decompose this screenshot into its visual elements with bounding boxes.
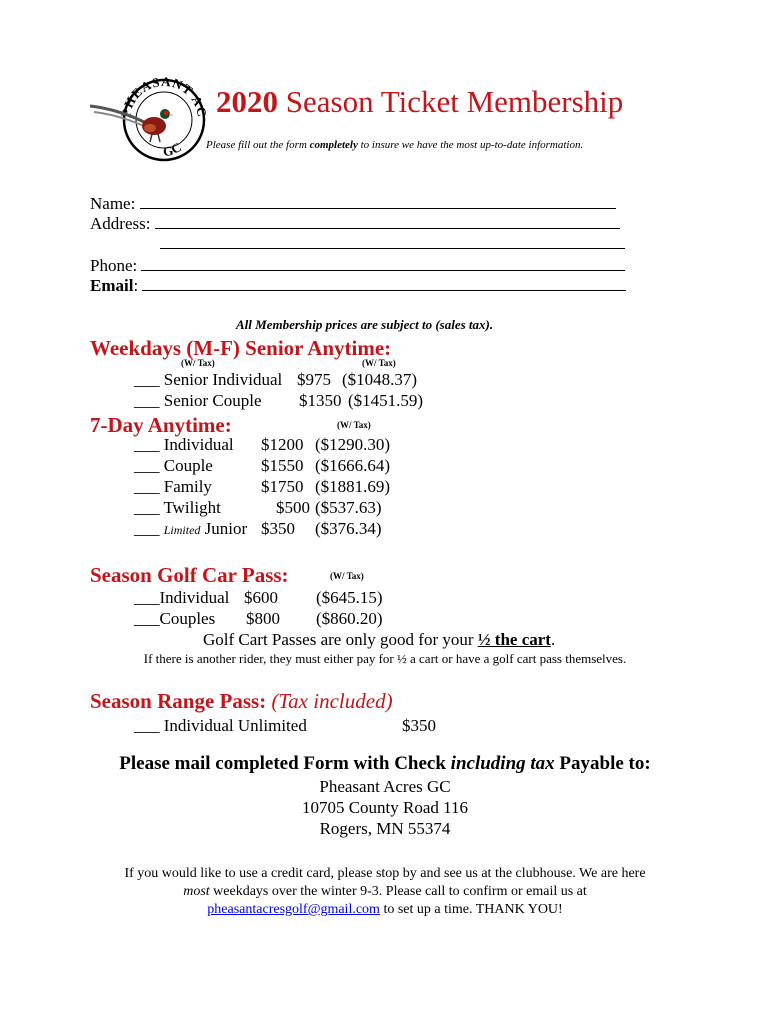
seven-day-item [134,498,221,518]
svg-text:PHEASANT ACRES [88,68,208,119]
intro-text [206,139,583,151]
address-field-2[interactable] [160,234,625,249]
price-notice: All Membership prices are subject to (sales tax). [236,317,494,332]
weekdays-tax-note-2: (W/ Tax) [362,358,396,368]
range-heading-row [90,689,393,714]
email-field[interactable] [142,276,626,291]
name-row [90,194,616,214]
seven-day-blank[interactable]: ___ [134,477,160,496]
weekdays-label: Senior Couple [163,391,262,410]
phone-label: Phone: [90,256,138,275]
weekdays-blank[interactable]: ___ [134,391,160,410]
range-item [134,716,307,736]
seven-day-with-tax: ($537.63) [315,498,382,517]
footer-line-3-rest: to set up a time. THANK YOU! [379,902,563,917]
mail-name: Pheasant Acres GC [319,777,451,796]
golf-car-price: $800 [246,609,280,628]
golf-car-blank[interactable]: ___ [134,588,160,607]
weekdays-blank[interactable]: ___ [134,370,160,389]
intro-post: to insure we have the most up-to-date information. [357,139,584,151]
intro-bold: completely [309,139,358,151]
golf-car-item [134,609,215,629]
seven-day-item [134,519,247,539]
name-field[interactable] [140,194,616,209]
mail-heading-pre: Please mail completed Form with Check [119,753,451,774]
seven-day-with-tax: ($376.34) [315,519,382,538]
contact-email-link[interactable]: pheasantacresgolf@gmail.com [207,902,380,917]
golf-car-note [203,630,555,650]
weekdays-item [134,370,282,390]
weekdays-price: $1350 [299,391,342,410]
seven-day-price: $1200 [261,435,304,454]
logo-text-bottom: GC [161,139,184,160]
seven-day-blank[interactable]: ___ [134,456,160,475]
golf-car-tax-note: (W/ Tax) [330,571,364,581]
intro-pre: Please fill out the form [206,139,310,151]
logo-graphic [88,68,208,168]
title-text: Season Ticket Membership [278,84,624,119]
seven-day-price: $500 [276,498,310,517]
seven-day-price: $1750 [261,477,304,496]
golf-car-with-tax: ($645.15) [316,588,383,607]
mail-city: Rogers, MN 55374 [319,819,451,838]
mail-heading [0,753,770,775]
golf-car-with-tax: ($860.20) [316,609,383,628]
golf-car-note-post: . [550,630,556,649]
seven-day-item [134,435,234,455]
weekdays-with-tax: ($1451.59) [348,391,424,410]
footer-line-2 [0,884,770,900]
footer-line-2-rest: weekdays over the winter 9-3. Please call to confirm or email us at [209,884,587,899]
seven-day-item [134,477,212,497]
seven-day-tax-note: (W/ Tax) [337,420,371,430]
weekdays-item [134,391,262,411]
seven-day-price: $350 [261,519,295,538]
footer-line-3 [0,902,770,918]
weekdays-price: $975 [297,370,331,389]
range-heading-note: (Tax included) [266,689,393,713]
weekdays-label: Senior Individual [163,370,283,389]
seven-day-label-prefix: Limited [163,523,201,537]
logo-text-top: PHEASANT A [117,73,207,119]
seven-day-with-tax: ($1666.64) [315,456,391,475]
weekdays-with-tax: ($1048.37) [342,370,418,389]
mail-heading-ital: including tax [450,753,555,774]
golf-car-heading: Season Golf Car Pass: [90,563,289,587]
seven-day-with-tax: ($1881.69) [315,477,391,496]
range-heading: Season Range Pass: [90,689,267,713]
seven-day-item [134,456,213,476]
email-row [90,276,626,296]
phone-field[interactable] [141,256,625,271]
seven-day-label: Family [163,477,212,496]
mail-heading-post: Payable to: [554,753,651,774]
seven-day-with-tax: ($1290.30) [315,435,391,454]
seven-day-blank[interactable]: ___ [134,498,160,517]
email-colon: : [133,276,139,295]
range-blank[interactable]: ___ [134,716,160,735]
title-year: 2020 [216,84,278,119]
seven-day-label: Junior [200,519,248,538]
seven-day-label: Twilight [163,498,221,517]
golf-car-label: Couples [159,609,216,628]
address-label: Address: [90,214,151,233]
seven-day-heading: 7-Day Anytime: [90,413,232,437]
address-field[interactable] [155,214,620,229]
golf-car-blank[interactable]: ___ [134,609,160,628]
phone-row [90,256,625,276]
club-logo [88,68,208,168]
golf-car-item [134,588,229,608]
golf-car-note-bold: ½ the cart [477,630,551,649]
footer-line-1: If you would like to use a credit card, please stop by and see us at the clubhouse. We are here [124,866,646,881]
range-price: $350 [402,716,436,735]
mail-street: 10705 County Road 116 [301,798,469,817]
seven-day-label: Individual [163,435,234,454]
seven-day-blank[interactable]: ___ [134,519,160,538]
address-row-2 [160,234,625,254]
weekdays-heading: Weekdays (M-F) Senior Anytime: [90,336,392,360]
golf-car-price: $600 [244,588,278,607]
address-row [90,214,620,234]
golf-car-rider-note: If there is another rider, they must either pay for ½ a cart or have a golf cart pass themselves. [143,651,627,666]
seven-day-price: $1550 [261,456,304,475]
footer-line-2-ital: most [183,884,210,899]
weekdays-tax-note-1: (W/ Tax) [181,358,215,368]
golf-car-label: Individual [159,588,230,607]
range-label: Individual Unlimited [163,716,307,735]
name-label: Name: [90,194,136,213]
email-label: Email [90,276,134,295]
seven-day-label: Couple [163,456,213,475]
golf-car-note-pre: Golf Cart Passes are only good for your [203,630,478,649]
page-title [216,84,623,120]
seven-day-blank[interactable]: ___ [134,435,160,454]
